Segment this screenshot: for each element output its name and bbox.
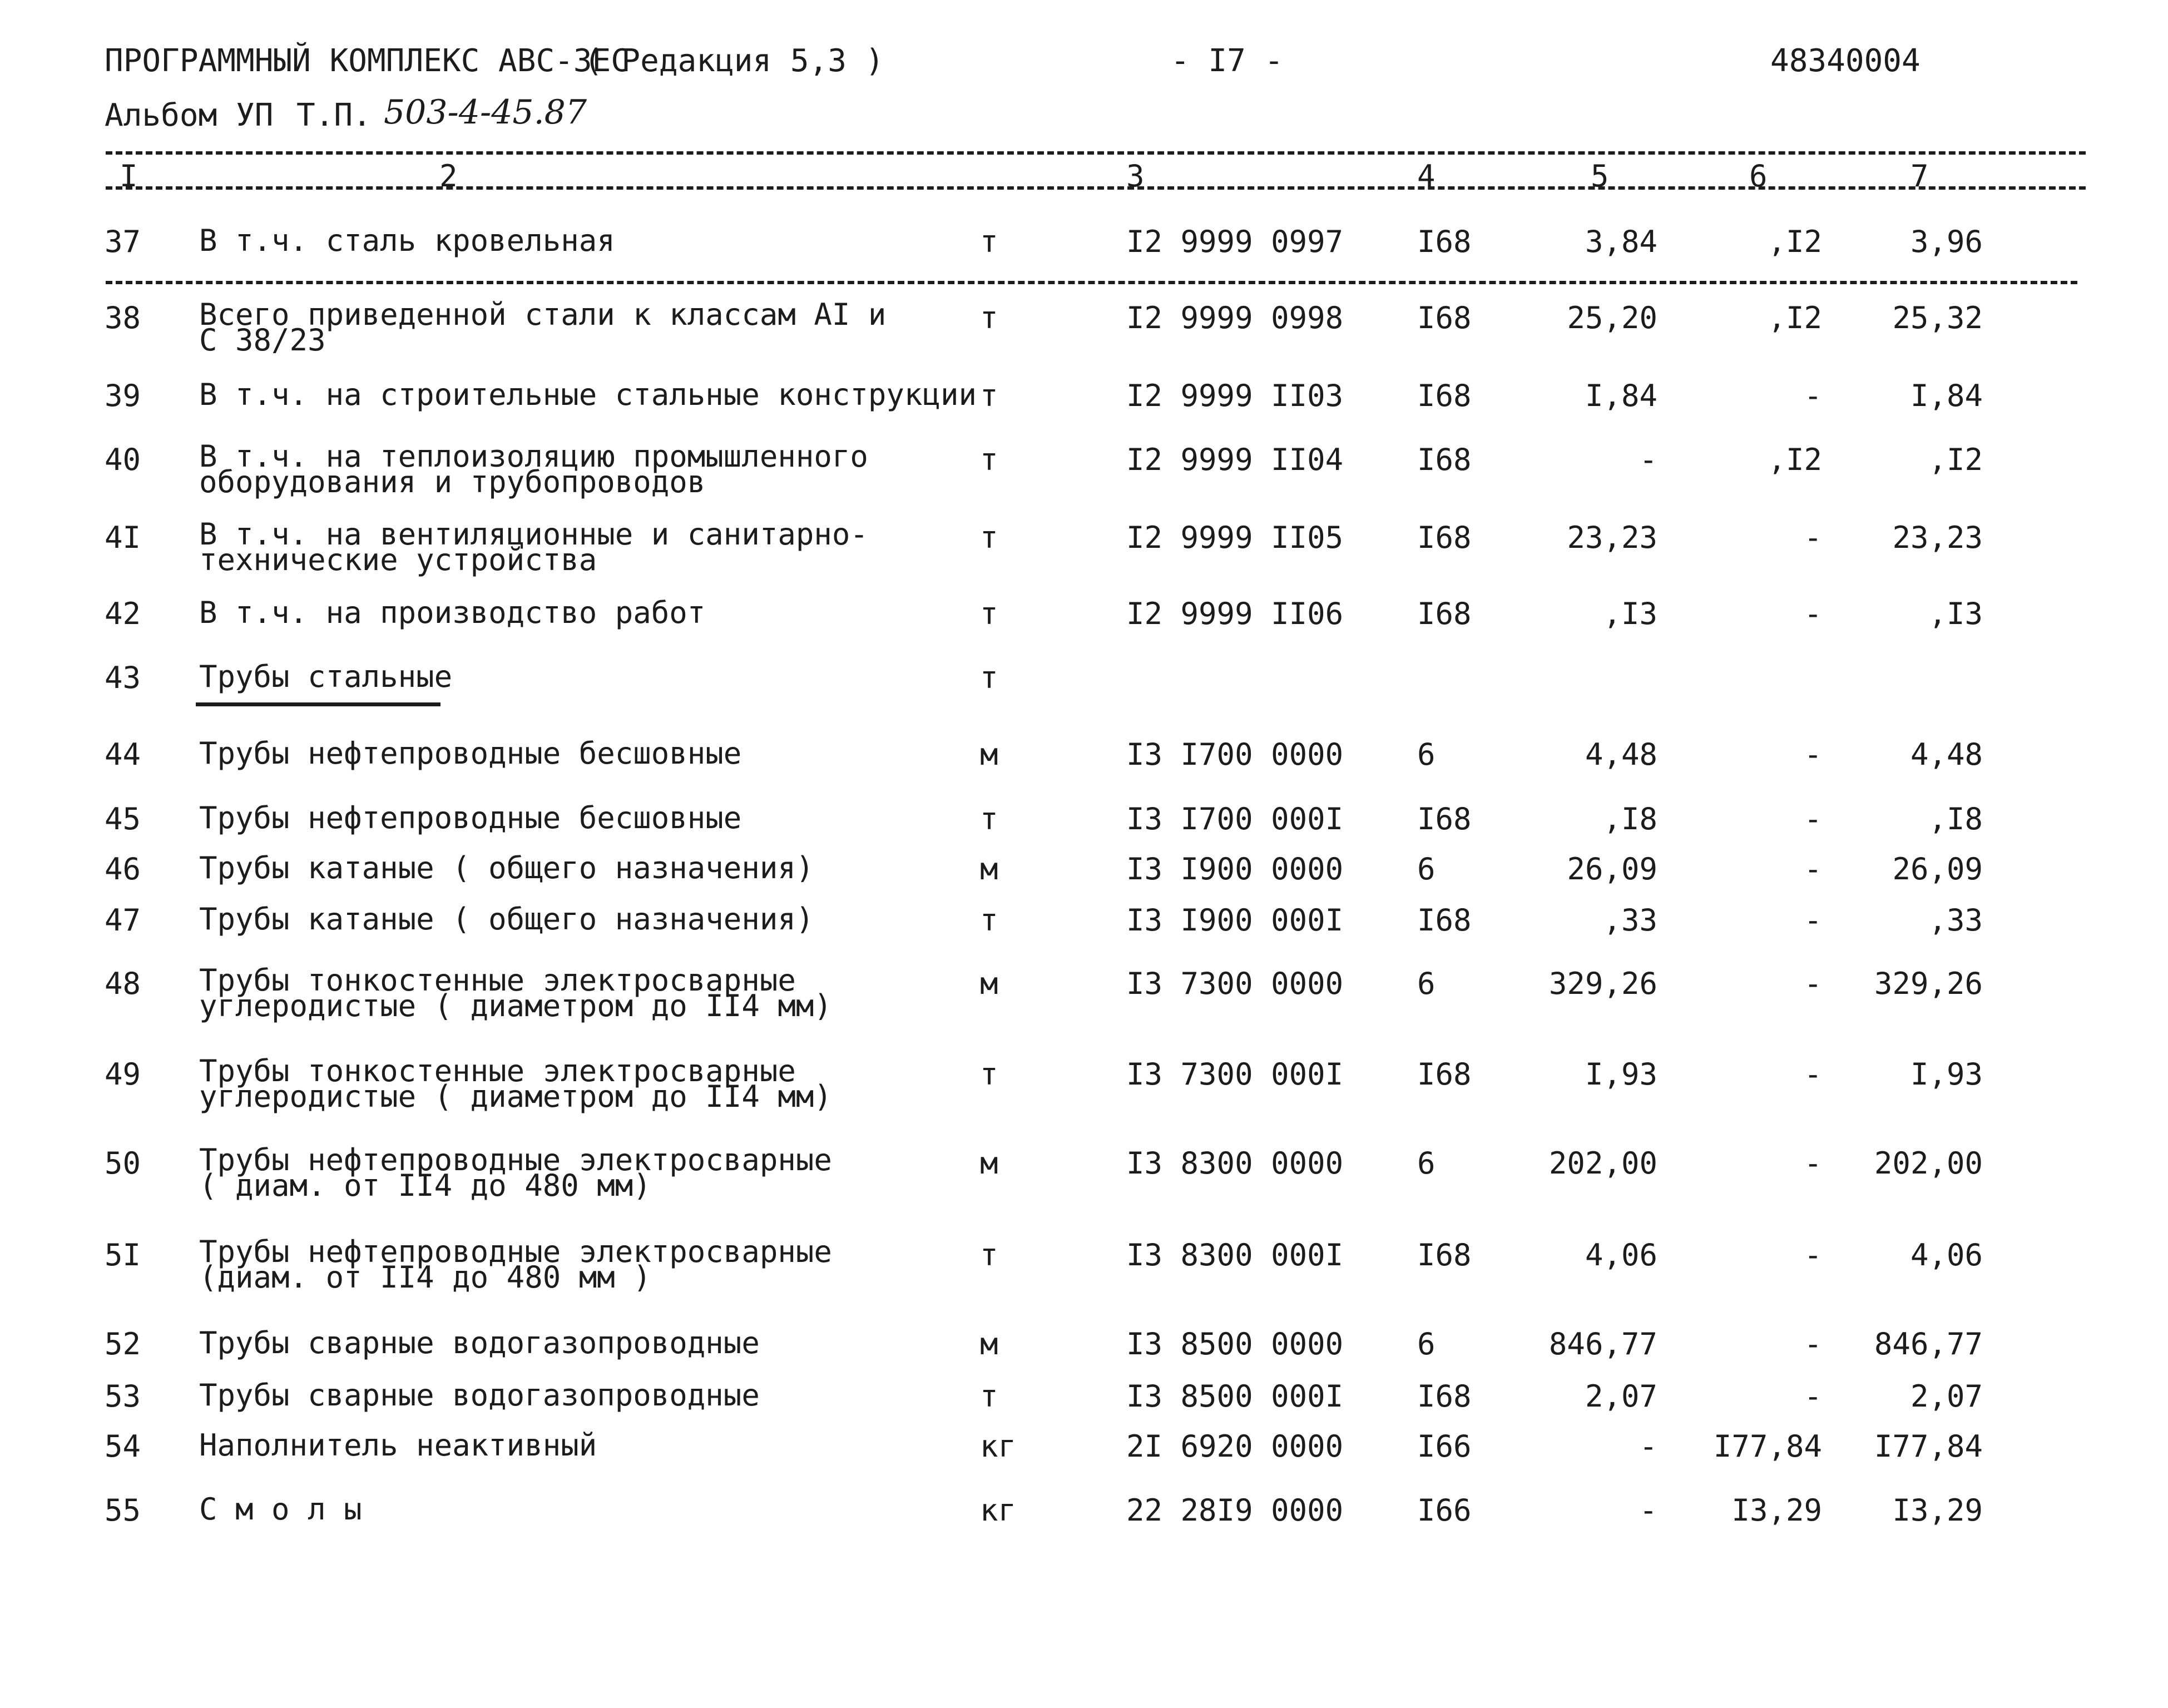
row-col4: I68 bbox=[1417, 801, 1472, 836]
row-unit: кг bbox=[980, 1493, 1017, 1528]
row-col7: 329,26 bbox=[1874, 966, 1983, 1001]
column-number-4: 4 bbox=[1417, 159, 1436, 194]
row-col6: - bbox=[1804, 1379, 1822, 1414]
row-unit: т bbox=[980, 596, 998, 631]
row-unit: т bbox=[980, 442, 998, 477]
row-unit: т bbox=[980, 520, 998, 555]
row-name: Трубы сварные водогазопроводные bbox=[199, 1325, 760, 1360]
row-col6: ,I2 bbox=[1768, 224, 1822, 259]
column-number-5: 5 bbox=[1591, 159, 1609, 194]
tp-number-handwritten: 503-4-45.87 bbox=[384, 93, 587, 132]
header-top-rule bbox=[106, 151, 2086, 155]
row-code: I2 9999 II03 bbox=[1126, 378, 1344, 413]
row-col4: I68 bbox=[1417, 520, 1472, 555]
row-number: 39 bbox=[105, 378, 141, 413]
row-separator bbox=[106, 281, 2077, 284]
row-number: 48 bbox=[105, 966, 141, 1001]
row-number: 45 bbox=[105, 801, 141, 836]
row-col5: ,I3 bbox=[1603, 596, 1657, 631]
column-number-7: 7 bbox=[1910, 159, 1929, 194]
row-col5: 329,26 bbox=[1548, 966, 1657, 1001]
column-number-2: 2 bbox=[439, 159, 458, 194]
row-code: I3 7300 0000 bbox=[1126, 966, 1344, 1001]
row-col5: 26,09 bbox=[1567, 851, 1657, 887]
row-col5: 25,20 bbox=[1567, 300, 1657, 335]
row-col6: - bbox=[1804, 801, 1822, 836]
row-col5: ,33 bbox=[1603, 903, 1657, 938]
row-col4: I68 bbox=[1417, 300, 1472, 335]
row-code: I2 9999 0997 bbox=[1126, 224, 1344, 259]
row-name: Трубы стальные bbox=[199, 659, 453, 694]
row-unit: м bbox=[980, 1326, 998, 1362]
row-unit: м bbox=[980, 966, 998, 1001]
row-col6: - bbox=[1804, 737, 1822, 772]
row-col6: - bbox=[1804, 1057, 1822, 1092]
row-col4: I68 bbox=[1417, 1379, 1472, 1414]
row-col7: I,93 bbox=[1910, 1057, 1983, 1092]
row-col7: 2,07 bbox=[1910, 1379, 1983, 1414]
row-number: 43 bbox=[105, 660, 141, 695]
row-col5: ,I8 bbox=[1603, 801, 1657, 836]
tp-label: Т.П. bbox=[296, 97, 372, 133]
row-name: В т.ч. на теплоизоляцию промышленного оборудования и трубопроводов bbox=[199, 439, 868, 499]
row-col6: - bbox=[1804, 520, 1822, 555]
row-unit: т bbox=[980, 1237, 998, 1273]
row-name: Трубы катаные ( общего назначения) bbox=[199, 850, 814, 885]
row-col4: 6 bbox=[1417, 1326, 1436, 1362]
row-name: В т.ч. на строительные стальные конструкции bbox=[199, 377, 977, 412]
row-col4: 6 bbox=[1417, 966, 1436, 1001]
row-unit: кг bbox=[980, 1429, 1017, 1464]
row-number: 40 bbox=[105, 442, 141, 477]
row-name: С м о л ы bbox=[199, 1492, 362, 1527]
row-col6: ,I2 bbox=[1768, 442, 1822, 477]
row-col6: I77,84 bbox=[1713, 1429, 1822, 1464]
row-col6: - bbox=[1804, 596, 1822, 631]
program-title: ПРОГРАММНЫЙ КОМПЛЕКС АВС-3ЕС bbox=[105, 43, 630, 79]
row-number: 52 bbox=[105, 1326, 141, 1362]
row-number: 55 bbox=[105, 1493, 141, 1528]
row-col5: - bbox=[1639, 1429, 1657, 1464]
row-col7: 23,23 bbox=[1892, 520, 1983, 555]
row-col5: 846,77 bbox=[1548, 1326, 1657, 1362]
row-name: Трубы нефтепроводные электросварные (диам. от II4 до 480 мм ) bbox=[199, 1234, 832, 1295]
row-col4: I68 bbox=[1417, 442, 1472, 477]
row-name: Трубы нефтепроводные электросварные ( диам. от II4 до 480 мм) bbox=[199, 1142, 832, 1203]
row-col7: I77,84 bbox=[1874, 1429, 1983, 1464]
row-name: Трубы нефтепроводные бесшовные bbox=[199, 800, 742, 835]
row-col4: 6 bbox=[1417, 737, 1436, 772]
row-code: 2I 6920 0000 bbox=[1126, 1429, 1344, 1464]
row-name: Трубы тонкостенные электросварные углеродистые ( диаметром до II4 мм) bbox=[199, 963, 832, 1023]
row-col7: 202,00 bbox=[1874, 1146, 1983, 1181]
row-number: 54 bbox=[105, 1429, 141, 1464]
row-col6: - bbox=[1804, 903, 1822, 938]
document-code: 48340004 bbox=[1770, 43, 1920, 79]
page-number: - I7 - bbox=[1171, 43, 1284, 79]
row-col4: I66 bbox=[1417, 1429, 1472, 1464]
row-code: I2 9999 II06 bbox=[1126, 596, 1344, 631]
row-code: I2 9999 II05 bbox=[1126, 520, 1344, 555]
row-code: I3 7300 000I bbox=[1126, 1057, 1344, 1092]
row-name: Наполнитель неактивный bbox=[199, 1428, 597, 1463]
row-col6: - bbox=[1804, 1146, 1822, 1181]
row-col6: - bbox=[1804, 1326, 1822, 1362]
row-code: I3 I900 0000 bbox=[1126, 851, 1344, 887]
row-number: 49 bbox=[105, 1057, 141, 1092]
row-col6: I3,29 bbox=[1731, 1493, 1822, 1528]
row-col7: 26,09 bbox=[1892, 851, 1983, 887]
row-col4: I68 bbox=[1417, 903, 1472, 938]
row-code: I3 I700 0000 bbox=[1126, 737, 1344, 772]
row-unit: т bbox=[980, 1379, 998, 1414]
row-col5: 3,84 bbox=[1585, 224, 1657, 259]
row-col7: ,33 bbox=[1928, 903, 1983, 938]
column-number-6: 6 bbox=[1749, 159, 1768, 194]
row-name: Всего приведенной стали к классам AI и С 38/23 bbox=[199, 297, 887, 358]
row-number: 53 bbox=[105, 1379, 141, 1414]
row-col7: ,I2 bbox=[1928, 442, 1983, 477]
row-col7: 4,06 bbox=[1910, 1237, 1983, 1273]
row-code: I3 I900 000I bbox=[1126, 903, 1344, 938]
header-bottom-rule bbox=[106, 186, 2086, 190]
row-col5: 202,00 bbox=[1548, 1146, 1657, 1181]
row-name: В т.ч. на вентиляционные и санитарно- технические устройства bbox=[199, 517, 868, 577]
row-code: I3 I700 000I bbox=[1126, 801, 1344, 836]
column-number-3: 3 bbox=[1126, 159, 1145, 194]
section-heading-underline bbox=[196, 702, 440, 706]
row-number: 42 bbox=[105, 596, 141, 631]
row-col5: 23,23 bbox=[1567, 520, 1657, 555]
row-code: 22 28I9 0000 bbox=[1126, 1493, 1344, 1528]
row-number: 38 bbox=[105, 300, 141, 335]
row-col6: ,I2 bbox=[1768, 300, 1822, 335]
row-unit: т bbox=[980, 660, 998, 695]
row-col5: - bbox=[1639, 442, 1657, 477]
row-col7: ,I3 bbox=[1928, 596, 1983, 631]
row-unit: т bbox=[980, 903, 998, 938]
row-col6: - bbox=[1804, 851, 1822, 887]
row-unit: т bbox=[980, 224, 998, 259]
row-col4: I68 bbox=[1417, 596, 1472, 631]
row-col4: I68 bbox=[1417, 1057, 1472, 1092]
edition-label: ( Редакция 5,3 ) bbox=[584, 43, 884, 79]
row-col4: I66 bbox=[1417, 1493, 1472, 1528]
row-col6: - bbox=[1804, 378, 1822, 413]
row-col5: I,84 bbox=[1585, 378, 1657, 413]
row-col4: I68 bbox=[1417, 224, 1472, 259]
row-code: I2 9999 II04 bbox=[1126, 442, 1344, 477]
row-unit: т bbox=[980, 378, 998, 413]
row-name: Трубы нефтепроводные бесшовные bbox=[199, 736, 742, 771]
row-col7: ,I8 bbox=[1928, 801, 1983, 836]
row-col7: 846,77 bbox=[1874, 1326, 1983, 1362]
row-col5: 2,07 bbox=[1585, 1379, 1657, 1414]
row-number: 46 bbox=[105, 851, 141, 887]
row-code: I3 8300 000I bbox=[1126, 1237, 1344, 1273]
row-number: 47 bbox=[105, 903, 141, 938]
album-label: Альбом УП bbox=[105, 97, 274, 133]
row-col6: - bbox=[1804, 1237, 1822, 1273]
row-name: В т.ч. на производство работ bbox=[199, 595, 706, 630]
row-number: 37 bbox=[105, 224, 141, 259]
row-unit: т bbox=[980, 300, 998, 335]
row-col4: I68 bbox=[1417, 1237, 1472, 1273]
row-name: Трубы сварные водогазопроводные bbox=[199, 1378, 760, 1413]
column-number-1: I bbox=[120, 159, 138, 194]
row-col6: - bbox=[1804, 966, 1822, 1001]
row-number: 50 bbox=[105, 1146, 141, 1181]
row-col7: I3,29 bbox=[1892, 1493, 1983, 1528]
row-number: 44 bbox=[105, 737, 141, 772]
row-col5: 4,06 bbox=[1585, 1237, 1657, 1273]
row-name: В т.ч. сталь кровельная bbox=[199, 223, 615, 258]
row-col4: I68 bbox=[1417, 378, 1472, 413]
row-col5: 4,48 bbox=[1585, 737, 1657, 772]
row-number: 4I bbox=[105, 520, 141, 555]
row-col7: 4,48 bbox=[1910, 737, 1983, 772]
row-unit: м bbox=[980, 737, 998, 772]
row-unit: т bbox=[980, 1057, 998, 1092]
row-unit: м bbox=[980, 1146, 998, 1181]
row-code: I3 8300 0000 bbox=[1126, 1146, 1344, 1181]
row-unit: м bbox=[980, 851, 998, 887]
row-col5: - bbox=[1639, 1493, 1657, 1528]
row-name: Трубы катаные ( общего назначения) bbox=[199, 902, 814, 937]
row-col4: 6 bbox=[1417, 1146, 1436, 1181]
row-col7: 25,32 bbox=[1892, 300, 1983, 335]
row-unit: т bbox=[980, 801, 998, 836]
row-name: Трубы тонкостенные электросварные углеродистые ( диаметром до II4 мм) bbox=[199, 1053, 832, 1114]
row-code: I2 9999 0998 bbox=[1126, 300, 1344, 335]
row-col5: I,93 bbox=[1585, 1057, 1657, 1092]
row-code: I3 8500 000I bbox=[1126, 1379, 1344, 1414]
row-code: I3 8500 0000 bbox=[1126, 1326, 1344, 1362]
row-number: 5I bbox=[105, 1237, 141, 1273]
row-col7: 3,96 bbox=[1910, 224, 1983, 259]
row-col4: 6 bbox=[1417, 851, 1436, 887]
row-col7: I,84 bbox=[1910, 378, 1983, 413]
